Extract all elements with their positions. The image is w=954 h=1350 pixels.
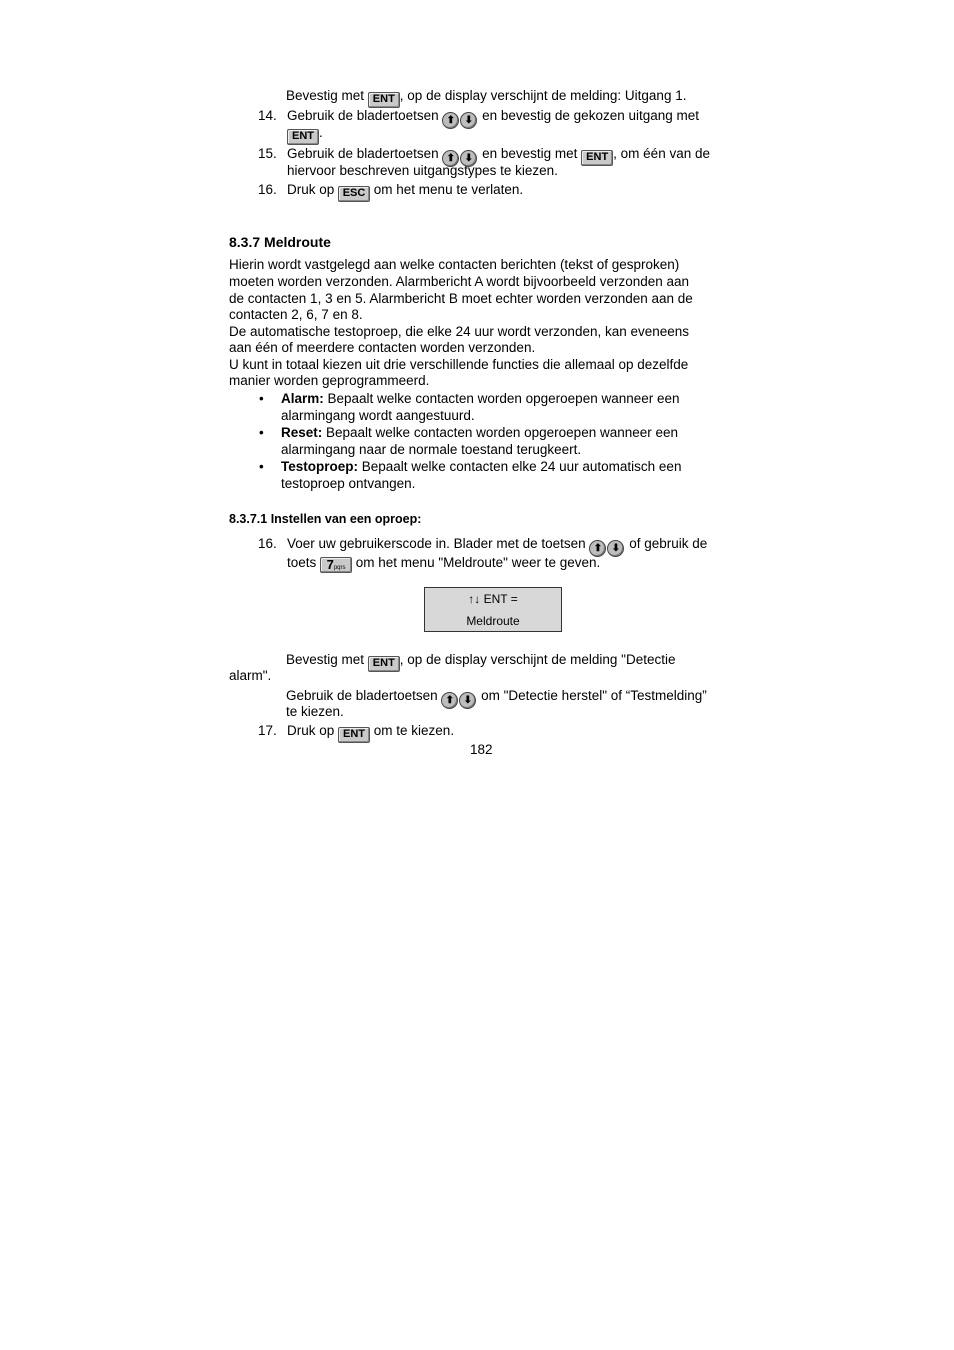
sub-step-17-line (287, 722, 454, 743)
page-number: 182 (470, 742, 493, 757)
arrow-up-icon: ⬆ (441, 692, 458, 709)
use-keys-line2: te kiezen. (286, 704, 344, 719)
sub-step-16-line2 (287, 554, 600, 573)
bullet-term: Reset: (281, 425, 323, 440)
bullet-text: testoproep ontvangen. (281, 476, 416, 491)
text: of gebruik de (625, 536, 708, 551)
text: om "Detectie herstel" of “Testmelding” (477, 688, 707, 703)
arrow-down-icon: ⬇ (460, 112, 477, 129)
confirm-line (286, 87, 686, 108)
step-14-line2 (287, 124, 323, 145)
text: om het menu te verlaten. (370, 182, 524, 197)
arrow-up-icon: ⬆ (442, 150, 459, 167)
text: en bevestig met (478, 146, 582, 161)
ent-key-icon: ENT (368, 92, 400, 108)
text: en bevestig de gekozen uitgang met (478, 108, 700, 123)
bullet-term: Testoproep: (281, 459, 358, 474)
bullet-item-alarm (281, 390, 680, 407)
key-letters: pqrs (333, 565, 346, 571)
confirm-line-cont: alarm". (229, 668, 272, 683)
arrow-down-icon: ⬇ (460, 150, 477, 167)
paragraph-line: moeten worden verzonden. Alarmbericht A wordt bijvoorbeeld verzonden aan (229, 274, 690, 289)
step-14-line1 (287, 107, 699, 129)
paragraph-line: U kunt in totaal kiezen uit drie verschillende functies die allemaal op dezelfde (229, 357, 689, 372)
paragraph-line: aan één of meerdere contacten worden verzonden. (229, 340, 536, 355)
text: Druk op (287, 182, 339, 197)
lcd-display (424, 587, 562, 632)
bullet-term: Alarm: (281, 391, 324, 406)
bullet-item-reset (281, 424, 678, 441)
text: Gebruik de bladertoetsen (286, 688, 442, 703)
display-line-2: Meldroute (466, 614, 520, 628)
text: Gebruik de bladertoetsen (287, 146, 443, 161)
paragraph-line: manier worden geprogrammeerd. (229, 373, 430, 388)
bullet-text: Bepaalt welke contacten worden opgeroepen wanneer een (323, 391, 680, 406)
text: Bevestig met (286, 652, 368, 667)
arrow-down-icon: ⬇ (459, 692, 476, 709)
text: om het menu "Meldroute" weer te geven. (352, 555, 601, 570)
paragraph-line: de contacten 1, 3 en 5. Alarmbericht B moet echter worden verzonden aan de (229, 291, 693, 306)
text: , op de display verschijnt de melding "Detectie (399, 652, 676, 667)
bullet-item-testoproep (281, 458, 681, 475)
bullet-text: alarmingang wordt aangestuurd. (281, 408, 475, 423)
scroll-keys-icon (442, 110, 478, 129)
text: toets (287, 555, 321, 570)
step-15-line2: hiervoor beschreven uitgangstypes te kiezen. (287, 163, 558, 178)
arrow-up-icon: ⬆ (442, 112, 459, 129)
text: Bevestig met (286, 88, 368, 103)
step-16-line (287, 181, 523, 202)
text: Druk op (287, 723, 339, 738)
text: , om één van de (613, 146, 710, 161)
step-number: 16. (258, 536, 277, 551)
scroll-keys-icon (441, 690, 477, 709)
subsection-heading: 8.3.7.1 Instellen van een oproep: (229, 512, 422, 526)
step-number: 14. (258, 108, 277, 123)
text: Gebruik de bladertoetsen (287, 108, 443, 123)
ent-key-icon: ENT (368, 656, 400, 672)
paragraph-line: contacten 2, 6, 7 en 8. (229, 307, 363, 322)
step-number: 15. (258, 146, 277, 161)
bullet-text: Bepaalt welke contacten worden opgeroepen wanneer een (322, 425, 679, 440)
key-digit: 7 (326, 557, 334, 572)
text: . (319, 125, 323, 140)
bullet-text: Bepaalt welke contacten elke 24 uur automatisch een (358, 459, 682, 474)
paragraph-line: De automatische testoproep, die elke 24 uur wordt verzonden, kan eveneens (229, 324, 690, 339)
ent-key-icon: ENT (338, 727, 370, 743)
text: om te kiezen. (370, 723, 455, 738)
ent-key-icon: ENT (287, 129, 319, 145)
use-keys-line1 (286, 687, 707, 709)
bullet-text: alarmingang naar de normale toestand terugkeert. (281, 442, 582, 457)
ent-key-icon: ENT (581, 150, 613, 166)
section-heading: 8.3.7 Meldroute (229, 234, 331, 250)
step-number: 16. (258, 182, 277, 197)
text: Voer uw gebruikerscode in. Blader met de toetsen (287, 536, 590, 551)
text: , op de display verschijnt de melding: Uitgang 1. (399, 88, 687, 103)
display-line-1: ↑↓ ENT = (468, 592, 518, 606)
confirm-line (286, 651, 676, 672)
arrow-down-icon: ⬇ (607, 540, 624, 557)
step-number: 17. (258, 723, 277, 738)
arrow-up-icon: ⬆ (589, 540, 606, 557)
esc-key-icon: ESC (338, 186, 370, 202)
paragraph-line: Hierin wordt vastgelegd aan welke contacten berichten (tekst of gesproken) (229, 257, 680, 272)
key-7-icon (320, 557, 352, 573)
